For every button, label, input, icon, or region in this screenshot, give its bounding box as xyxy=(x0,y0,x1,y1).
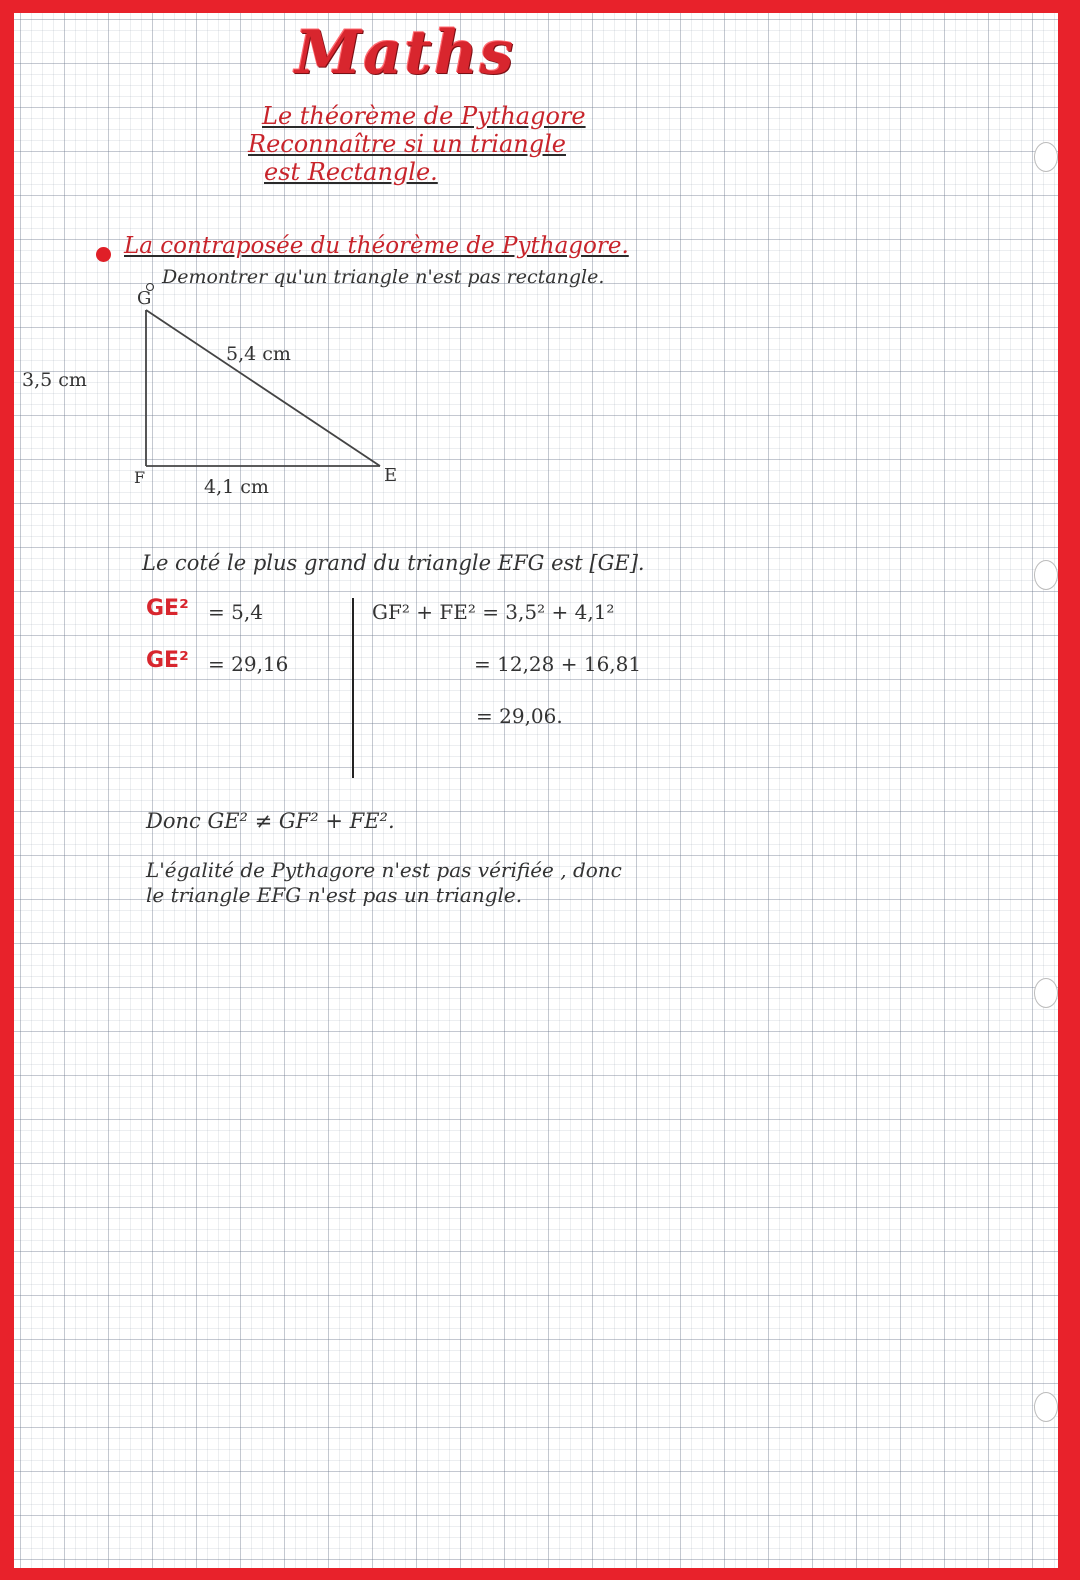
side-ge-length: 5,4 cm xyxy=(226,343,291,365)
vertex-e-label: E xyxy=(384,465,398,486)
final-statement-line-2: le triangle EFG n'est pas un triangle. xyxy=(146,883,523,907)
section-heading: La contraposée du théorème de Pythagore. xyxy=(124,233,629,259)
ge-squared-term-1: GE² xyxy=(146,596,189,621)
sum-of-squares-line-2: = 12,28 + 16,81 xyxy=(474,652,642,676)
side-fe-length: 4,1 cm xyxy=(204,476,269,498)
subtitle-line-1: Le théorème de Pythagore xyxy=(262,102,586,130)
ge-squared-value-2: = 29,16 xyxy=(208,652,289,676)
instruction-text: Demontrer qu'un triangle n'est pas rectangle. xyxy=(162,266,605,288)
vertex-f-label: F xyxy=(134,468,146,487)
sum-of-squares-line-3: = 29,06. xyxy=(476,704,563,728)
calculation-divider xyxy=(352,598,354,778)
ge-squared-value-1: = 5,4 xyxy=(208,600,263,624)
side-gf-length: 3,5 cm xyxy=(22,369,87,391)
longest-side-sentence: Le coté le plus grand du triangle EFG est [GE]. xyxy=(142,551,645,575)
ge-squared-term-2: GE² xyxy=(146,648,189,673)
inequality-conclusion: Donc GE² ≠ GF² + FE². xyxy=(146,809,395,833)
subtitle-line-3: est Rectangle. xyxy=(264,158,438,186)
sum-of-squares-line-1: GF² + FE² = 3,5² + 4,1² xyxy=(372,600,615,624)
side-ge-line xyxy=(146,310,380,466)
final-statement-line-1: L'égalité de Pythagore n'est pas vérifiée , donc xyxy=(146,858,622,882)
page-title: Maths xyxy=(295,18,516,88)
subtitle-line-2: Reconnaître si un triangle xyxy=(248,130,566,158)
vertex-g-label: G xyxy=(137,288,152,309)
